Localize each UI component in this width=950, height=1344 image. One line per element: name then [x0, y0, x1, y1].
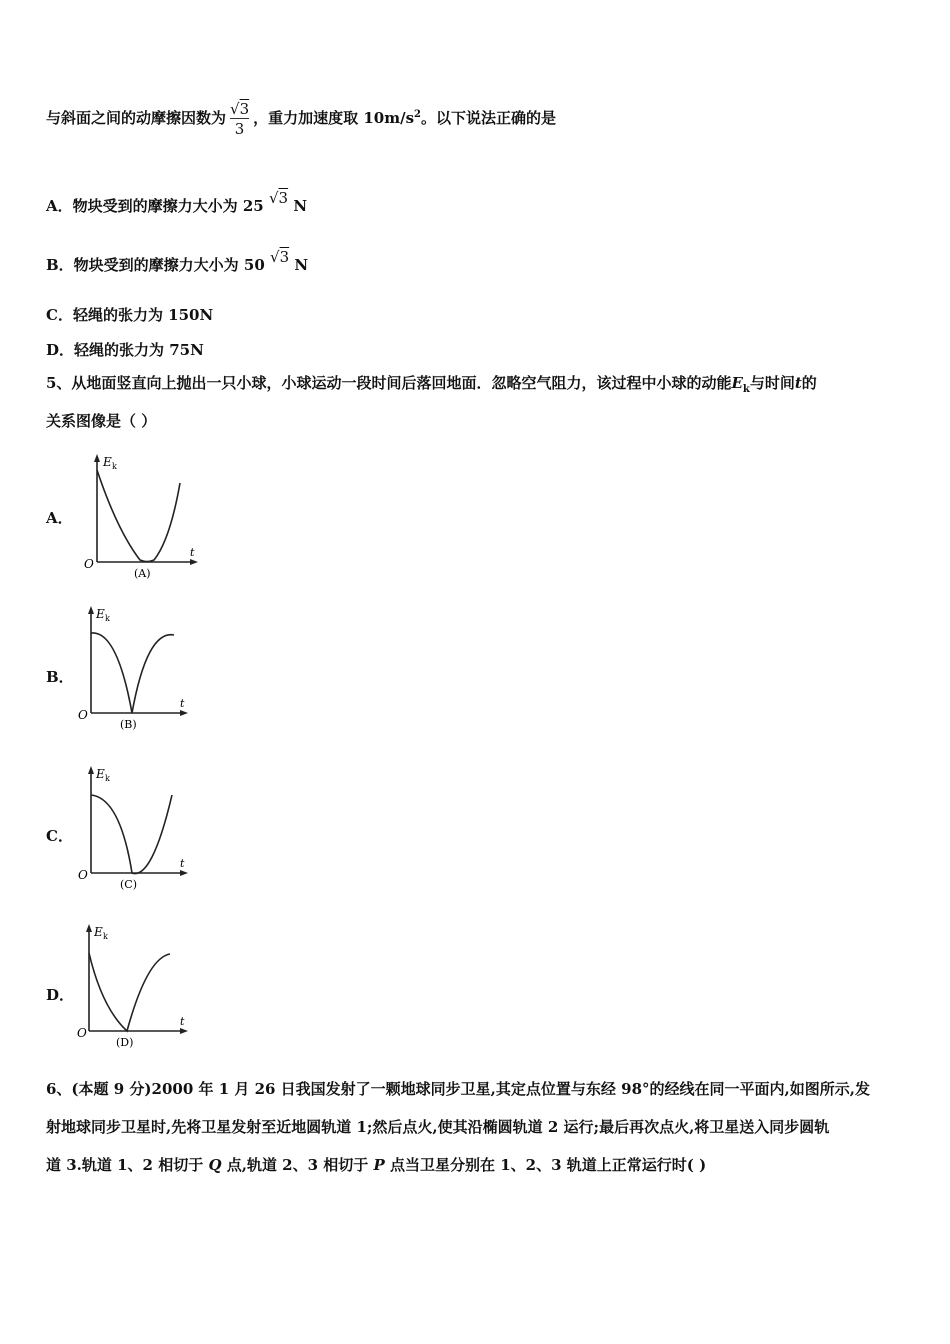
graph-d: [72, 918, 202, 1053]
graph-caption: (C): [120, 878, 137, 891]
x-axis-arrow: [180, 1028, 188, 1034]
sqrt-3: √3: [268, 189, 289, 207]
origin-label: O: [84, 557, 94, 571]
q4-stem-text: 与斜面之间的动摩擦因数为: [46, 109, 227, 127]
y-axis-label-sub: k: [105, 614, 110, 623]
ek-curve: [89, 953, 170, 1031]
q6-stem-line1: 6、(本题 9 分)2000 年 1 月 26 日我国发射了一颗地球同步卫星,其定点位置与东经 98°的经线在同一平面内,如图所示,发: [46, 1080, 870, 1098]
q4-option-c: C．轻绳的张力为 150N: [46, 306, 214, 324]
graph-c: [72, 760, 202, 895]
q6-stem-line2: 射地球同步卫星时,先将卫星发射至近地圆轨道 1;然后点火,使其沿椭圆轨道 2 运行;最后再次点火,将卫星送入同步圆轨: [46, 1118, 830, 1136]
y-axis-arrow: [94, 454, 100, 462]
q4-stem: 与斜面之间的动摩擦因数为 $\frac{√3}{3}$ ，重力加速度取 $10m/s^2$。以下说法正确的是: [46, 100, 557, 138]
x-axis-label: t: [180, 697, 185, 710]
graph-caption: (A): [134, 567, 151, 580]
x-axis-label: t: [180, 1015, 185, 1028]
ek-curve: [91, 795, 172, 874]
graph-caption: (B): [120, 718, 137, 731]
y-axis-label: E: [103, 455, 112, 469]
origin-label: O: [77, 1026, 87, 1040]
q4-option-a: A．物块受到的摩擦力大小为 25 √3 N: [46, 189, 308, 215]
ek-curve: [91, 633, 174, 713]
y-axis-label-sub: k: [103, 932, 108, 941]
y-axis-arrow: [88, 766, 94, 774]
q5-option-d-label: D．: [46, 986, 75, 1004]
graph-b: [72, 600, 202, 735]
y-axis-arrow: [88, 606, 94, 614]
y-axis-label-sub: k: [112, 462, 117, 471]
x-axis-label: t: [190, 546, 195, 559]
x-axis-arrow: [180, 870, 188, 876]
q4-option-b: B．物块受到的摩擦力大小为 50 √3 N: [46, 248, 309, 274]
y-axis-label: E: [96, 767, 105, 781]
y-axis-label: E: [96, 607, 105, 621]
q4-option-d: D．轻绳的张力为 75N: [46, 341, 204, 359]
mu-fraction: $\frac{√3}{3}$: [230, 100, 250, 138]
y-axis-label: E: [94, 925, 103, 939]
x-axis-arrow: [180, 710, 188, 716]
graph-caption: (D): [116, 1036, 134, 1049]
x-axis-label: t: [180, 857, 185, 870]
q5-option-c-label: C．: [46, 827, 73, 845]
ek-curve: [97, 470, 180, 562]
x-axis-arrow: [190, 559, 198, 565]
sqrt-3: √3: [270, 248, 290, 266]
graph-a: [72, 450, 202, 585]
y-axis-arrow: [86, 924, 92, 932]
q5-option-b-label: B．: [46, 668, 74, 686]
q6-stem-line3: 道 3.轨道 1、2 相切于 Q 点,轨道 2、3 相切于 P 点当卫星分别在 1、2、3 轨道上正常运行时( ): [46, 1156, 707, 1174]
q5-stem-line1: 5、从地面竖直向上抛出一只小球，小球运动一段时间后落回地面．忽略空气阻力，该过程中小球的动能$E_k$与时间t的: [46, 374, 817, 395]
origin-label: O: [78, 708, 88, 722]
y-axis-label-sub: k: [105, 774, 110, 783]
q5-option-a-label: A．: [46, 509, 73, 527]
origin-label: O: [78, 868, 88, 882]
q5-stem-line2: 关系图像是（ ）: [46, 412, 157, 430]
